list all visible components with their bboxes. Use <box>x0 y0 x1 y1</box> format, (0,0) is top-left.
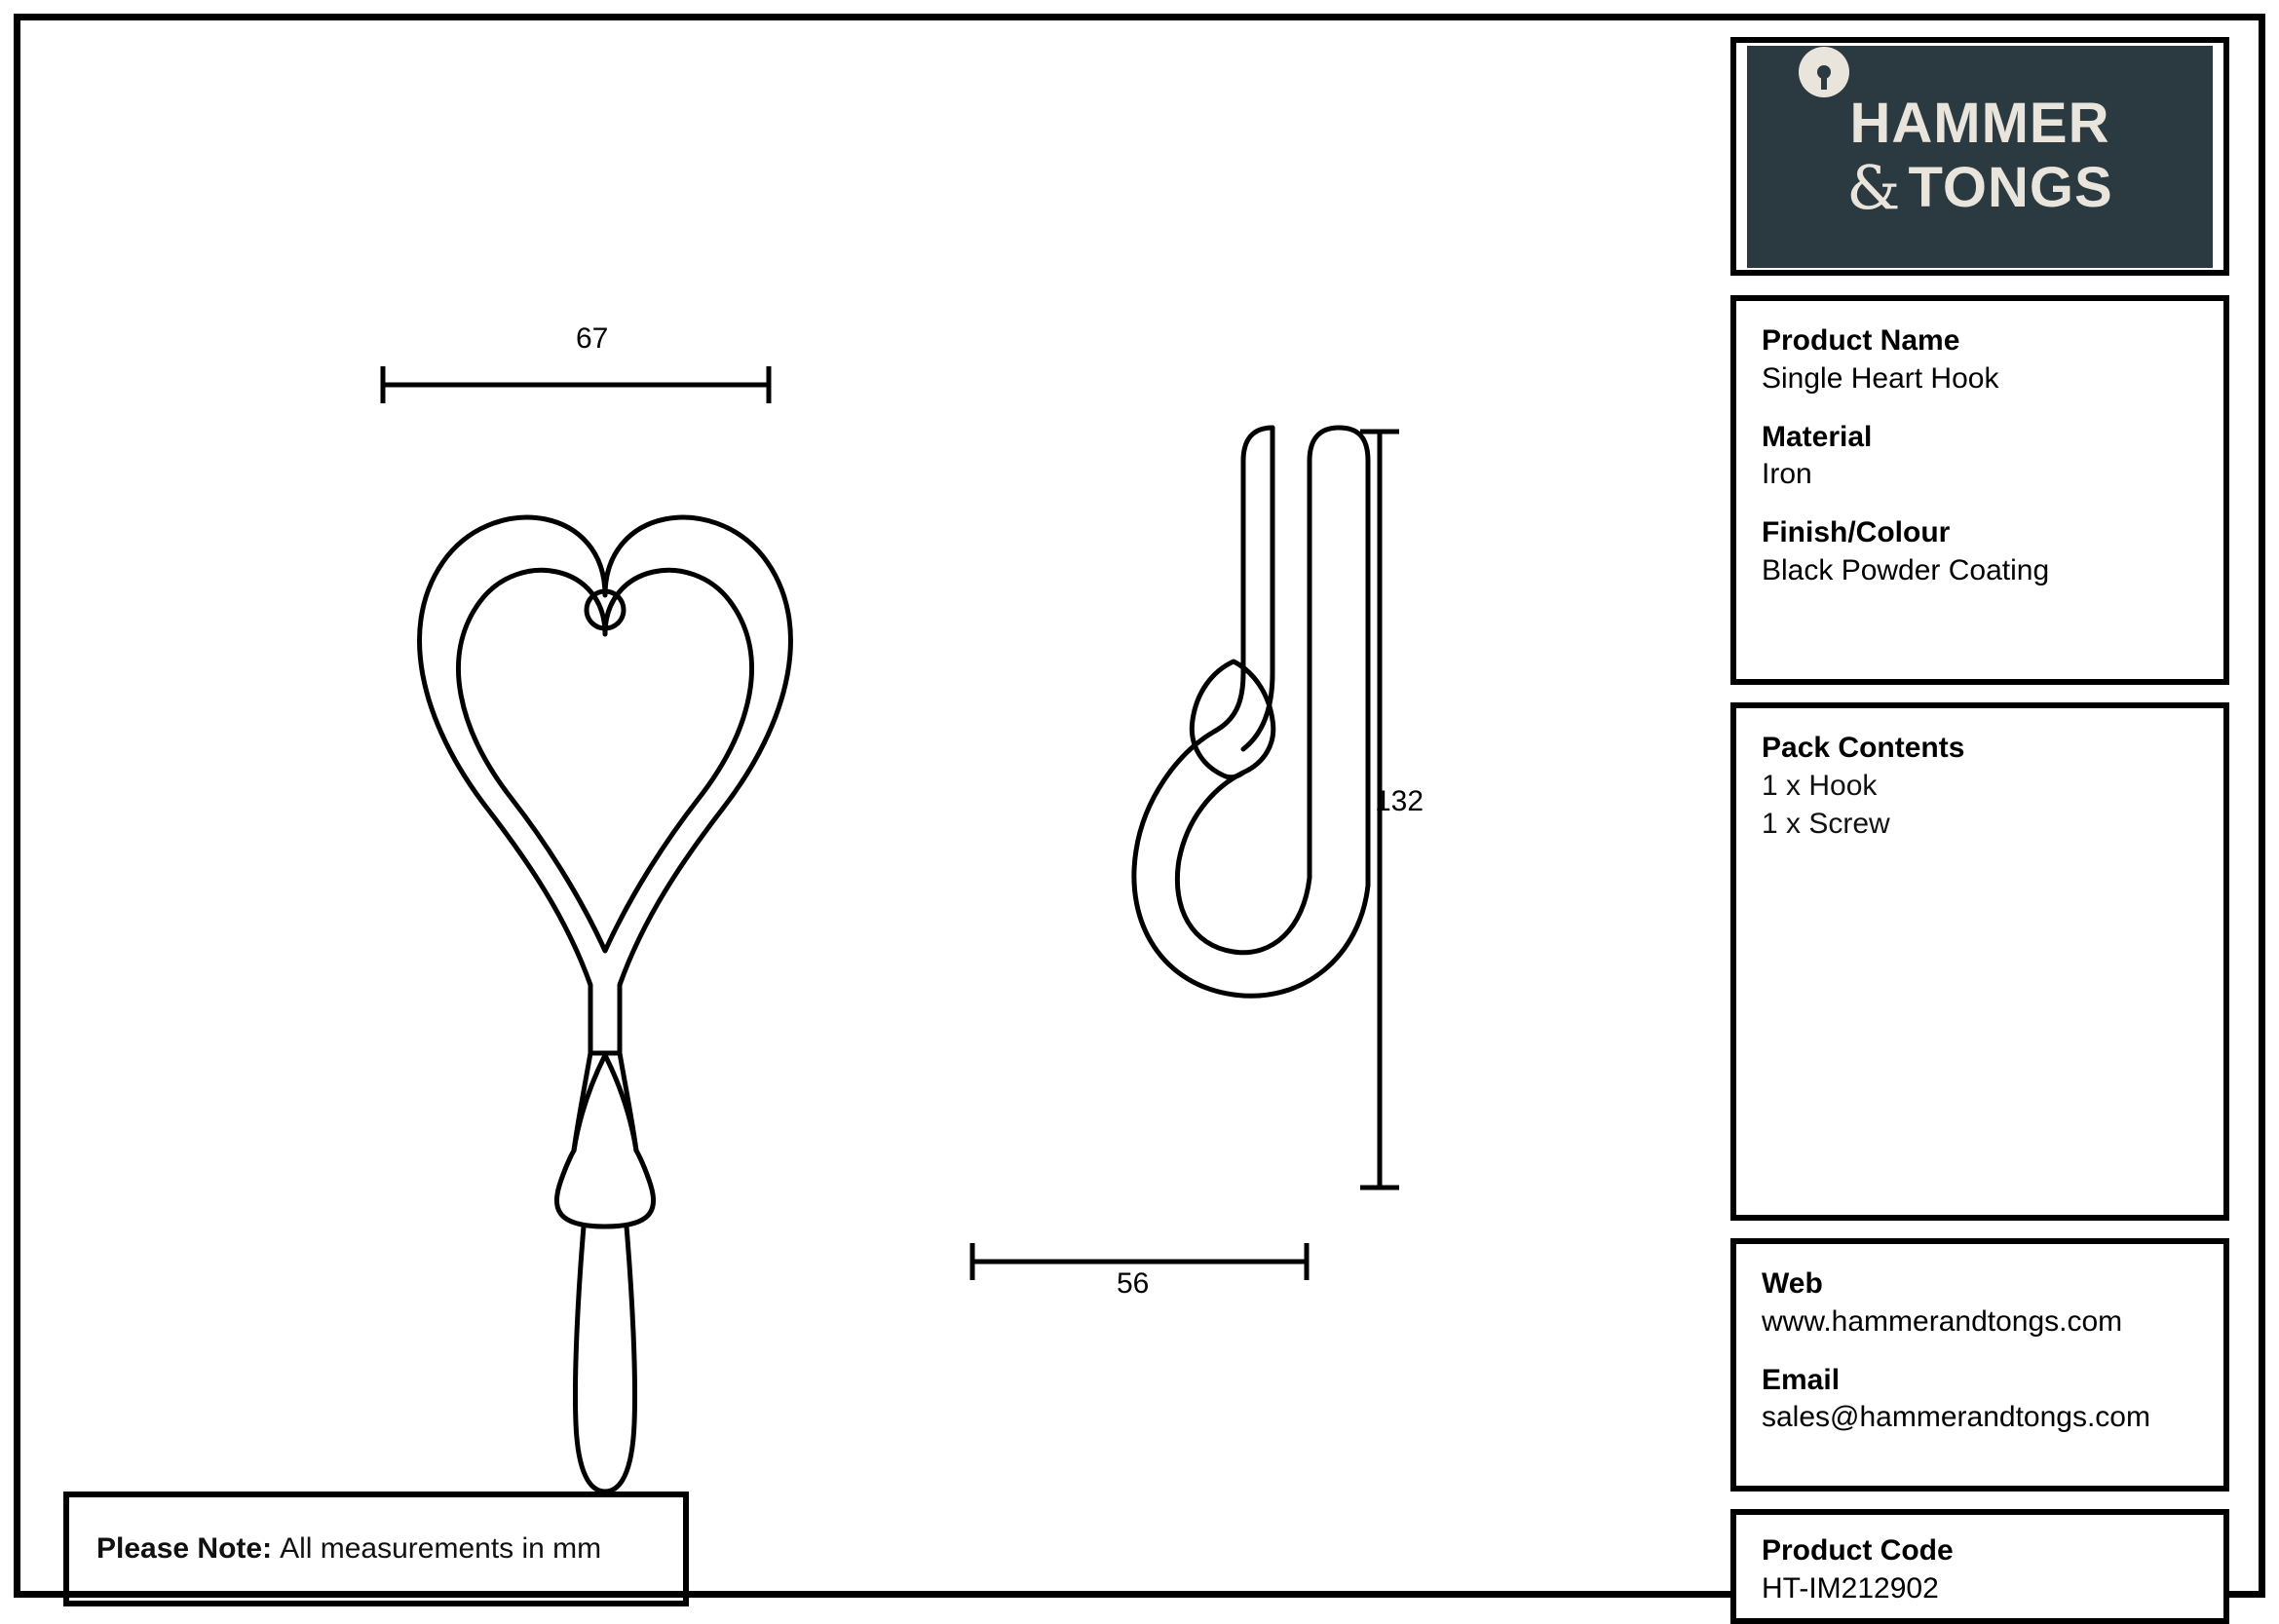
field-finish <box>1762 514 2223 589</box>
keyhole-icon <box>1799 47 1849 97</box>
brand-logo-line-2: TONGS <box>1908 155 2113 219</box>
email-label: Email <box>1762 1363 1841 1396</box>
field-product-name <box>1762 322 2223 397</box>
brand-logo-line-1: HAMMER <box>1849 91 2110 155</box>
product-code-box <box>1730 1509 2229 1624</box>
product-code-label: Product Code <box>1762 1534 1954 1567</box>
ampersand-glyph: & <box>1846 151 1901 223</box>
finish-value: Black Powder Coating <box>1762 553 2050 586</box>
dimension-label-height: 132 <box>1375 785 1424 817</box>
keyhole-shape <box>1817 65 1831 79</box>
drawing-area <box>20 20 1721 1591</box>
product-name-value: Single Heart Hook <box>1762 361 1999 395</box>
please-note-box <box>63 1492 689 1606</box>
brand-logo-box <box>1730 37 2229 276</box>
finish-label: Finish/Colour <box>1762 516 1951 548</box>
material-value: Iron <box>1762 458 1812 490</box>
pack-contents-item: 1 x Hook <box>1762 769 1878 802</box>
web-label: Web <box>1762 1267 1823 1300</box>
pack-contents-item: 1 x Screw <box>1762 807 1890 840</box>
pack-contents-label: Pack Contents <box>1762 732 1965 764</box>
info-column <box>1730 20 2259 1605</box>
product-spec-box <box>1730 295 2229 685</box>
brand-logo <box>1747 46 2213 268</box>
contact-box <box>1730 1238 2229 1492</box>
web-value[interactable]: www.hammerandtongs.com <box>1762 1304 2123 1338</box>
dimension-label-width: 67 <box>576 322 609 355</box>
please-note-label: Please Note: <box>96 1532 273 1565</box>
please-note-text: All measurements in mm <box>280 1532 602 1565</box>
dimension-line-width-67 <box>371 357 819 415</box>
product-code-value: HT-IM212902 <box>1762 1571 1939 1605</box>
product-name-label: Product Name <box>1762 324 1960 357</box>
field-material <box>1762 419 2223 494</box>
field-web <box>1762 1265 2223 1341</box>
field-email <box>1762 1362 2223 1437</box>
dimension-label-depth: 56 <box>1117 1267 1150 1300</box>
material-label: Material <box>1762 420 1873 453</box>
pack-contents-box <box>1730 702 2229 1221</box>
email-value[interactable]: sales@hammerandtongs.com <box>1762 1401 2150 1433</box>
brand-logo-line-2-wrap <box>1846 151 2113 223</box>
